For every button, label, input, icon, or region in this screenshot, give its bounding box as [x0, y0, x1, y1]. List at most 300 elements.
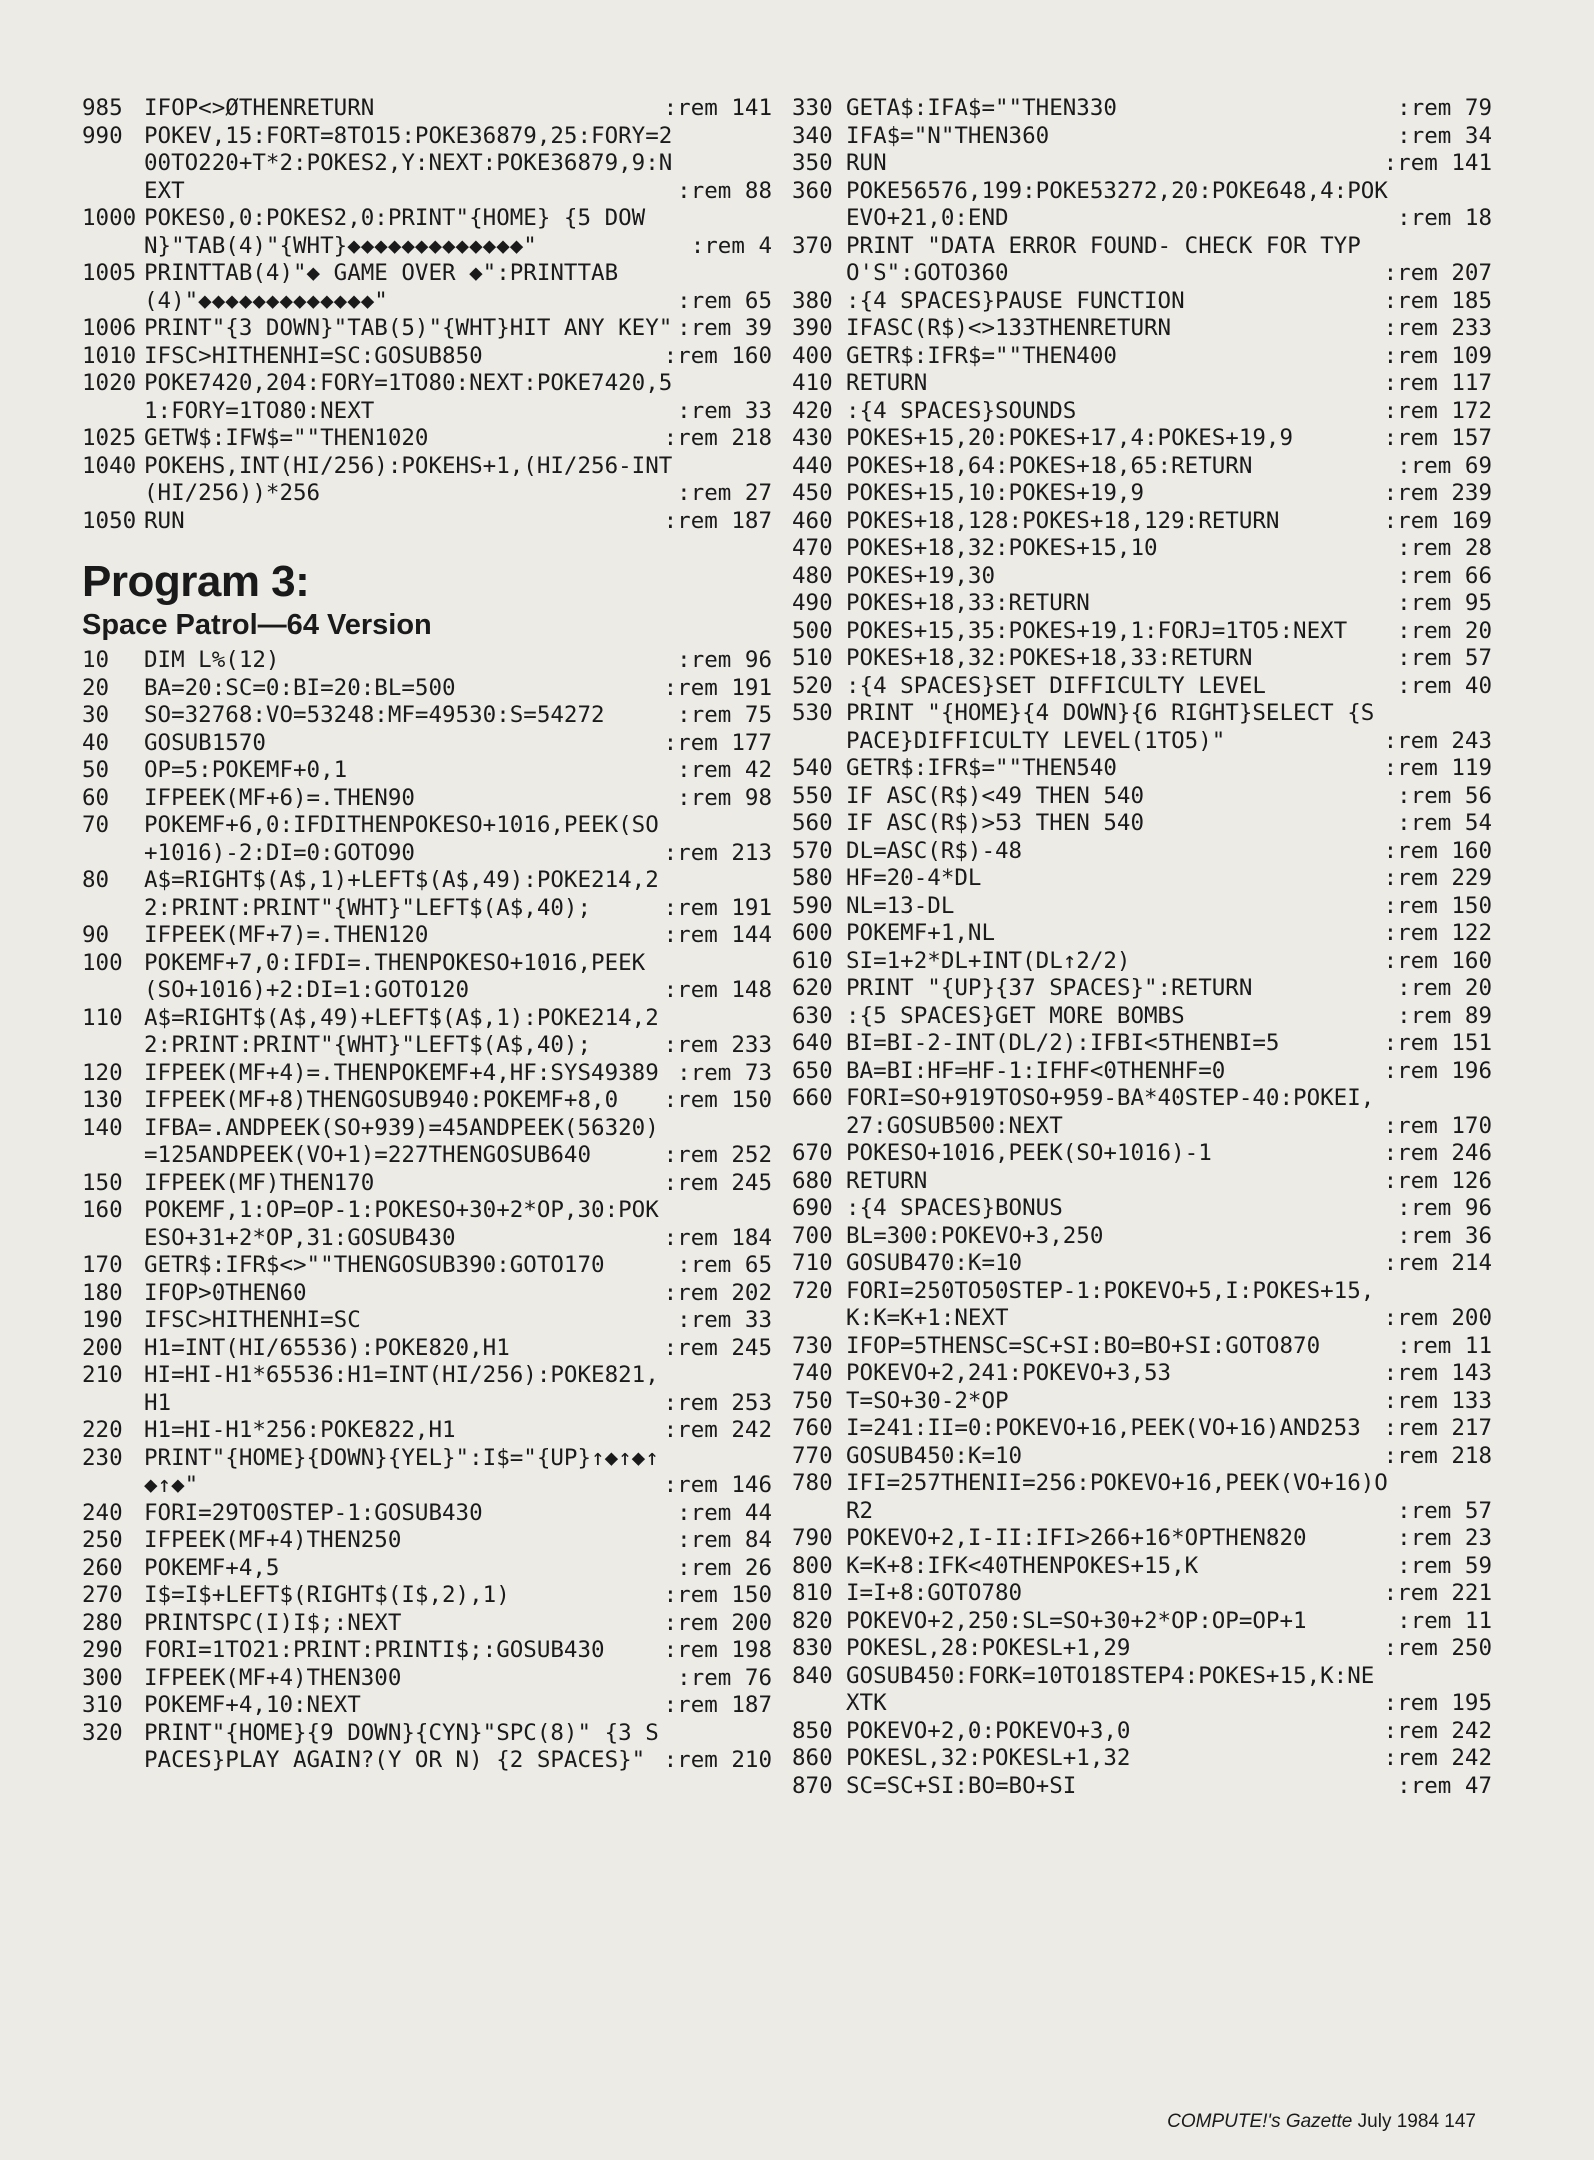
line-code: SI=1+2*DL+INT(DL↑2/2) [846, 947, 1131, 974]
program-line [792, 1003, 1492, 1031]
checksum-rem: :rem 200 [1383, 1305, 1492, 1331]
program-line [792, 370, 1492, 398]
checksum-rem: :rem 218 [1383, 1442, 1492, 1469]
line-code: PRINT "DATA ERROR FOUND- CHECK FOR TYPO'S":GOTO360 [846, 232, 1361, 286]
line-code: PRINTSPC(I)I$;:NEXT [144, 1609, 402, 1636]
line-number: 650 [792, 1057, 833, 1084]
program-line [792, 398, 1492, 426]
page-footer [1167, 2111, 1476, 2133]
line-number: 680 [792, 1167, 833, 1194]
program-line [792, 1608, 1492, 1636]
line-number: 550 [792, 782, 833, 809]
checksum-rem: :rem 54 [1397, 810, 1492, 836]
line-code: NL=13-DL [846, 892, 955, 919]
line-code: POKESL,28:POKESL+1,29 [846, 1635, 1131, 1661]
checksum-rem: :rem 245 [663, 1334, 772, 1361]
program-line [792, 1635, 1492, 1663]
line-code: GETR$:IFR$=""THEN400 [846, 342, 1117, 369]
line-code: K=K+8:IFK<40THENPOKES+15,K [846, 1552, 1199, 1579]
line-number: 400 [792, 342, 833, 369]
line-number: 480 [792, 562, 833, 589]
line-code: IFOP>0THEN60 [144, 1279, 307, 1306]
program-line [792, 673, 1492, 701]
checksum-rem: :rem 133 [1383, 1387, 1492, 1414]
checksum-rem: :rem 144 [663, 922, 772, 948]
checksum-rem: :rem 11 [1397, 1332, 1492, 1359]
checksum-rem: :rem 84 [677, 1527, 772, 1553]
line-code: POKES+18,32:POKES+18,33:RETURN [846, 645, 1253, 671]
checksum-rem: :rem 4 [690, 232, 772, 259]
program-line [82, 1665, 772, 1693]
line-number: 1040 [82, 452, 137, 479]
line-number: 440 [792, 452, 833, 479]
right-column [792, 95, 1492, 1800]
line-number: 270 [82, 1582, 123, 1608]
line-number: 540 [792, 755, 833, 781]
line-number: 590 [792, 892, 833, 919]
line-number: 700 [792, 1222, 833, 1249]
checksum-rem: :rem 65 [677, 1252, 772, 1278]
line-number: 560 [792, 810, 833, 836]
checksum-rem: :rem 150 [663, 1087, 772, 1113]
line-number: 1050 [82, 507, 137, 534]
line-code: IFI=257THENII=256:POKEVO+16,PEEK(VO+16)OR2 [846, 1470, 1388, 1524]
line-number: 520 [792, 672, 833, 699]
checksum-rem: :rem 246 [1383, 1140, 1492, 1166]
line-number: 340 [792, 122, 833, 149]
line-number: 300 [82, 1664, 123, 1691]
line-number: 710 [792, 1250, 833, 1276]
line-number: 410 [792, 370, 833, 396]
checksum-rem: :rem 23 [1397, 1525, 1492, 1551]
line-number: 70 [82, 812, 110, 838]
checksum-rem: :rem 150 [1383, 892, 1492, 919]
line-code: GOSUB470:K=10 [846, 1250, 1023, 1276]
line-code: RUN [144, 507, 185, 534]
line-code: POKES+15,35:POKES+19,1:FORJ=1TO5:NEXT [846, 617, 1348, 644]
line-number: 1025 [82, 425, 137, 451]
program-line [82, 1335, 772, 1363]
line-code: :{4 SPACES}PAUSE FUNCTION [846, 287, 1185, 314]
program-line [792, 810, 1492, 838]
line-number: 110 [82, 1004, 123, 1031]
line-code: H1=HI-H1*256:POKE822,H1 [144, 1417, 456, 1443]
line-code: POKEMF+4,10:NEXT [144, 1692, 361, 1718]
line-number: 30 [82, 702, 110, 728]
checksum-rem: :rem 96 [677, 647, 772, 673]
checksum-rem: :rem 59 [1397, 1552, 1492, 1579]
program-line [82, 922, 772, 950]
program-line [792, 1250, 1492, 1278]
line-code: IFPEEK(MF+7)=.THEN120 [144, 922, 429, 948]
checksum-rem: :rem 207 [1383, 260, 1492, 286]
checksum-rem: :rem 191 [663, 894, 772, 921]
line-number: 820 [792, 1607, 833, 1634]
checksum-rem: :rem 47 [1397, 1772, 1492, 1799]
line-code: IFBA=.ANDPEEK(SO+939)=45ANDPEEK(56320)=125ANDPEEK(VO+1)=227THENGOSUB640 [144, 1114, 659, 1168]
line-code: POKESL,32:POKESL+1,32 [846, 1745, 1131, 1771]
line-code: POKES+15,10:POKES+19,9 [846, 480, 1145, 506]
program-line [792, 123, 1492, 151]
line-code: IF ASC(R$)>53 THEN 540 [846, 810, 1145, 836]
checksum-rem: :rem 195 [1383, 1690, 1492, 1716]
line-number: 630 [792, 1002, 833, 1029]
line-code: :{4 SPACES}SET DIFFICULTY LEVEL [846, 672, 1266, 699]
line-number: 360 [792, 177, 833, 204]
line-number: 200 [82, 1334, 123, 1361]
program-line [82, 205, 772, 260]
line-number: 230 [82, 1444, 123, 1471]
line-code: IFSC>HITHENHI=SC [144, 1307, 361, 1333]
program-line [82, 315, 772, 343]
line-code: H1=INT(HI/65536):POKE820,H1 [144, 1334, 510, 1361]
line-number: 1005 [82, 260, 137, 286]
listing-program-2-end [82, 95, 772, 535]
line-code: I$=I$+LEFT$(RIGHT$(I$,2),1) [144, 1582, 510, 1608]
checksum-rem: :rem 96 [1397, 1195, 1492, 1221]
line-code: POKES+18,128:POKES+18,129:RETURN [846, 507, 1280, 534]
line-number: 330 [792, 95, 833, 121]
program-line [792, 590, 1492, 618]
program-line [82, 1500, 772, 1528]
line-code: RUN [846, 150, 887, 176]
checksum-rem: :rem 33 [677, 397, 772, 424]
line-number: 510 [792, 645, 833, 671]
line-code: POKEMF,1:OP=OP-1:POKESO+30+2*OP,30:POKESO+31+2*OP,31:GOSUB430 [144, 1197, 659, 1251]
line-number: 210 [82, 1362, 123, 1388]
line-code: :{5 SPACES}GET MORE BOMBS [846, 1002, 1185, 1029]
program-line [82, 757, 772, 785]
line-number: 610 [792, 947, 833, 974]
line-number: 530 [792, 700, 833, 726]
line-code: PRINT "{UP}{37 SPACES}":RETURN [846, 975, 1253, 1001]
line-code: SC=SC+SI:BO=BO+SI [846, 1772, 1077, 1799]
checksum-rem: :rem 75 [677, 702, 772, 728]
line-number: 250 [82, 1527, 123, 1553]
program-line [82, 370, 772, 425]
program-line [82, 343, 772, 371]
checksum-rem: :rem 95 [1397, 590, 1492, 616]
line-number: 860 [792, 1745, 833, 1771]
program-line [792, 1580, 1492, 1608]
checksum-rem: :rem 79 [1397, 95, 1492, 121]
program-line [82, 647, 772, 675]
line-code: FORI=250TO50STEP-1:POKEVO+5,I:POKES+15,K:K=K+1:NEXT [846, 1277, 1375, 1331]
program-line [82, 1720, 772, 1775]
checksum-rem: :rem 191 [663, 674, 772, 701]
line-number: 460 [792, 507, 833, 534]
checksum-rem: :rem 233 [663, 1032, 772, 1058]
checksum-rem: :rem 157 [1383, 425, 1492, 451]
program-line [82, 1197, 772, 1252]
program-line [792, 1663, 1492, 1718]
checksum-rem: :rem 88 [677, 177, 772, 204]
program-line [82, 1362, 772, 1417]
line-code: GETW$:IFW$=""THEN1020 [144, 425, 429, 451]
checksum-rem: :rem 229 [1383, 865, 1492, 891]
checksum-rem: :rem 119 [1383, 755, 1492, 781]
program-line [82, 123, 772, 206]
checksum-rem: :rem 242 [1383, 1717, 1492, 1744]
line-number: 350 [792, 150, 833, 176]
program-line [792, 1773, 1492, 1801]
line-number: 1006 [82, 315, 137, 341]
line-number: 240 [82, 1499, 123, 1526]
line-number: 390 [792, 315, 833, 341]
line-code: POKES+18,32:POKES+15,10 [846, 535, 1158, 561]
line-code: GETA$:IFA$=""THEN330 [846, 95, 1117, 121]
line-number: 100 [82, 949, 123, 976]
footer-magazine: COMPUTE!'s Gazette [1167, 2111, 1353, 2132]
line-number: 750 [792, 1387, 833, 1414]
line-code: BI=BI-2-INT(DL/2):IFBI<5THENBI=5 [846, 1030, 1280, 1056]
line-number: 770 [792, 1442, 833, 1469]
line-code: POKE56576,199:POKE53272,20:POKE648,4:POKEVO+21,0:END [846, 177, 1388, 231]
line-number: 220 [82, 1417, 123, 1443]
checksum-rem: :rem 245 [663, 1169, 772, 1196]
program-line [792, 645, 1492, 673]
line-number: 140 [82, 1114, 123, 1141]
footer-date: July 1984 [1357, 2111, 1440, 2132]
line-number: 1020 [82, 370, 137, 396]
line-number: 620 [792, 975, 833, 1001]
program-line [82, 867, 772, 922]
line-code: RETURN [846, 370, 928, 396]
program-line [82, 812, 772, 867]
program-line [82, 1417, 772, 1445]
program-line [792, 618, 1492, 646]
program-line [82, 1692, 772, 1720]
checksum-rem: :rem 184 [663, 1224, 772, 1251]
line-code: I=241:II=0:POKEVO+16,PEEK(VO+16)AND253 [846, 1415, 1361, 1441]
line-code: IFPEEK(MF+8)THENGOSUB940:POKEMF+8,0 [144, 1087, 619, 1113]
program-line [792, 700, 1492, 755]
program-line [82, 1555, 772, 1583]
program-line [82, 260, 772, 315]
line-code: A$=RIGHT$(A$,49)+LEFT$(A$,1):POKE214,22:PRINT:PRINT"{WHT}"LEFT$(A$,40); [144, 1004, 659, 1058]
program-line [82, 1582, 772, 1610]
checksum-rem: :rem 20 [1397, 975, 1492, 1001]
program-line [792, 95, 1492, 123]
line-number: 790 [792, 1525, 833, 1551]
line-code: IFOP=5THENSC=SC+SI:BO=BO+SI:GOTO870 [846, 1332, 1321, 1359]
checksum-rem: :rem 28 [1397, 535, 1492, 561]
line-code: POKEHS,INT(HI/256):POKEHS+1,(HI/256-INT(HI/256))*256 [144, 452, 673, 506]
line-code: BA=BI:HF=HF-1:IFHF<0THENHF=0 [846, 1057, 1226, 1084]
checksum-rem: :rem 150 [663, 1582, 772, 1608]
line-code: POKEVO+2,I-II:IFI>266+16*OPTHEN820 [846, 1525, 1307, 1551]
checksum-rem: :rem 250 [1383, 1635, 1492, 1661]
line-number: 380 [792, 287, 833, 314]
checksum-rem: :rem 242 [663, 1417, 772, 1443]
checksum-rem: :rem 218 [663, 425, 772, 451]
footer-page-number: 147 [1444, 2111, 1476, 2132]
checksum-rem: :rem 57 [1397, 1497, 1492, 1524]
line-code: BL=300:POKEVO+3,250 [846, 1222, 1104, 1249]
line-code: :{4 SPACES}BONUS [846, 1195, 1063, 1221]
line-number: 840 [792, 1662, 833, 1689]
line-code: POKES+18,64:POKES+18,65:RETURN [846, 452, 1253, 479]
line-number: 1000 [82, 205, 137, 231]
program-line [792, 1415, 1492, 1443]
line-code: GETR$:IFR$=""THEN540 [846, 755, 1117, 781]
line-code: PRINT"{HOME}{9 DOWN}{CYN}"SPC(8)" {3 SPACES}PLAY AGAIN?(Y OR N) {2 SPACES}" [144, 1719, 659, 1773]
line-code: IFPEEK(MF+4)THEN250 [144, 1527, 402, 1553]
checksum-rem: :rem 143 [1383, 1360, 1492, 1386]
checksum-rem: :rem 76 [677, 1664, 772, 1691]
program-line [792, 233, 1492, 288]
line-code: IFSC>HITHENHI=SC:GOSUB850 [144, 342, 483, 369]
line-number: 430 [792, 425, 833, 451]
line-number: 570 [792, 837, 833, 864]
program-line [792, 453, 1492, 481]
checksum-rem: :rem 98 [677, 784, 772, 811]
line-number: 160 [82, 1197, 123, 1223]
program-line [792, 150, 1492, 178]
line-code: POKEMF+6,0:IFDITHENPOKESO+1016,PEEK(SO+1016)-2:DI=0:GOTO90 [144, 812, 659, 866]
checksum-rem: :rem 239 [1383, 480, 1492, 506]
program-line [82, 1527, 772, 1555]
line-code: HF=20-4*DL [846, 865, 982, 891]
line-code: GOSUB450:FORK=10TO18STEP4:POKES+15,K:NEXTK [846, 1662, 1375, 1716]
line-code: FORI=29TO0STEP-1:GOSUB430 [144, 1499, 483, 1526]
line-code: IFASC(R$)<>133THENRETURN [846, 315, 1172, 341]
line-number: 320 [82, 1719, 123, 1746]
program-line [82, 1170, 772, 1198]
checksum-rem: :rem 196 [1383, 1057, 1492, 1084]
line-code: DL=ASC(R$)-48 [846, 837, 1023, 864]
line-code: POKE7420,204:FORY=1TO80:NEXT:POKE7420,51:FORY=1TO80:NEXT [144, 370, 673, 424]
checksum-rem: :rem 217 [1383, 1415, 1492, 1441]
checksum-rem: :rem 146 [663, 1472, 772, 1498]
checksum-rem: :rem 73 [677, 1059, 772, 1086]
left-column [82, 95, 772, 1775]
line-number: 310 [82, 1692, 123, 1718]
line-number: 150 [82, 1169, 123, 1196]
checksum-rem: :rem 213 [663, 839, 772, 866]
program-line [792, 1058, 1492, 1086]
line-number: 450 [792, 480, 833, 506]
line-code: POKEVO+2,0:POKEVO+3,0 [846, 1717, 1131, 1744]
line-number: 780 [792, 1470, 833, 1496]
checksum-rem: :rem 221 [1383, 1580, 1492, 1606]
line-number: 990 [82, 122, 123, 149]
program-subtitle: Space Patrol—64 Version [82, 609, 432, 641]
line-number: 830 [792, 1635, 833, 1661]
program-line [792, 1388, 1492, 1416]
line-number: 600 [792, 920, 833, 946]
line-code: :{4 SPACES}SOUNDS [846, 397, 1077, 424]
program-line [792, 1470, 1492, 1525]
line-code: POKES0,0:POKES2,0:PRINT"{HOME} {5 DOWN}"TAB(4)"{WHT}◆◆◆◆◆◆◆◆◆◆◆◆◆" [144, 205, 646, 259]
checksum-rem: :rem 27 [677, 480, 772, 506]
line-number: 850 [792, 1717, 833, 1744]
checksum-rem: :rem 160 [663, 342, 772, 369]
line-code: IFPEEK(MF+6)=.THEN90 [144, 784, 415, 811]
line-code: FORI=1TO21:PRINT:PRINTI$;:GOSUB430 [144, 1637, 605, 1663]
line-code: IFPEEK(MF+4)=.THENPOKEMF+4,HF:SYS49389 [144, 1059, 659, 1086]
checksum-rem: :rem 200 [663, 1609, 772, 1636]
checksum-rem: :rem 34 [1397, 122, 1492, 149]
line-number: 500 [792, 617, 833, 644]
program-line [792, 1525, 1492, 1553]
program-line [792, 288, 1492, 316]
checksum-rem: :rem 170 [1383, 1112, 1492, 1139]
checksum-rem: :rem 141 [1383, 150, 1492, 176]
checksum-rem: :rem 69 [1397, 452, 1492, 479]
checksum-rem: :rem 39 [677, 315, 772, 341]
line-number: 170 [82, 1252, 123, 1278]
line-code: RETURN [846, 1167, 928, 1194]
checksum-rem: :rem 172 [1383, 397, 1492, 424]
program-line [792, 1443, 1492, 1471]
line-code: HI=HI-H1*65536:H1=INT(HI/256):POKE821,H1 [144, 1362, 659, 1416]
program-line [792, 920, 1492, 948]
checksum-rem: :rem 18 [1397, 205, 1492, 231]
listing-program-3-continued [792, 95, 1492, 1800]
line-code: T=SO+30-2*OP [846, 1387, 1009, 1414]
line-code: OP=5:POKEMF+0,1 [144, 757, 348, 783]
line-code: FORI=SO+919TOSO+959-BA*40STEP-40:POKEI,27:GOSUB500:NEXT [846, 1085, 1375, 1139]
program-line [82, 950, 772, 1005]
line-number: 740 [792, 1360, 833, 1386]
program-line [792, 535, 1492, 563]
program-line [792, 425, 1492, 453]
checksum-rem: :rem 252 [663, 1142, 772, 1168]
program-line [82, 1060, 772, 1088]
checksum-rem: :rem 36 [1397, 1222, 1492, 1249]
line-code: SO=32768:VO=53248:MF=49530:S=54272 [144, 702, 605, 728]
line-number: 670 [792, 1140, 833, 1166]
line-code: POKES+15,20:POKES+17,4:POKES+19,9 [846, 425, 1294, 451]
line-number: 90 [82, 922, 110, 948]
line-number: 660 [792, 1085, 833, 1111]
line-number: 730 [792, 1332, 833, 1359]
line-number: 470 [792, 535, 833, 561]
program-line [792, 178, 1492, 233]
program-line [82, 1307, 772, 1335]
line-number: 190 [82, 1307, 123, 1333]
line-number: 720 [792, 1277, 833, 1304]
checksum-rem: :rem 57 [1397, 645, 1492, 671]
checksum-rem: :rem 187 [663, 507, 772, 534]
line-code: BA=20:SC=0:BI=20:BL=500 [144, 674, 456, 701]
line-number: 280 [82, 1609, 123, 1636]
program-line [792, 975, 1492, 1003]
program-line [82, 1637, 772, 1665]
program-line [792, 1745, 1492, 1773]
checksum-rem: :rem 126 [1383, 1167, 1492, 1194]
program-line [82, 785, 772, 813]
line-code: DIM L%(12) [144, 647, 280, 673]
checksum-rem: :rem 160 [1383, 947, 1492, 974]
checksum-rem: :rem 214 [1383, 1250, 1492, 1276]
line-code: GOSUB450:K=10 [846, 1442, 1023, 1469]
line-code: A$=RIGHT$(A$,1)+LEFT$(A$,49):POKE214,22:PRINT:PRINT"{WHT}"LEFT$(A$,40); [144, 867, 659, 921]
line-code: POKEV,15:FORT=8TO15:POKE36879,25:FORY=200TO220+T*2:POKES2,Y:NEXT:POKE36879,9:NEXT [144, 122, 673, 204]
program-line [82, 453, 772, 508]
checksum-rem: :rem 187 [663, 1692, 772, 1718]
program-line [82, 95, 772, 123]
program-line [792, 1085, 1492, 1140]
program-line [82, 730, 772, 758]
checksum-rem: :rem 42 [677, 757, 772, 783]
line-code: IFA$="N"THEN360 [846, 122, 1050, 149]
checksum-rem: :rem 40 [1397, 672, 1492, 699]
program-line [82, 1005, 772, 1060]
checksum-rem: :rem 202 [663, 1279, 772, 1306]
checksum-rem: :rem 177 [663, 729, 772, 756]
